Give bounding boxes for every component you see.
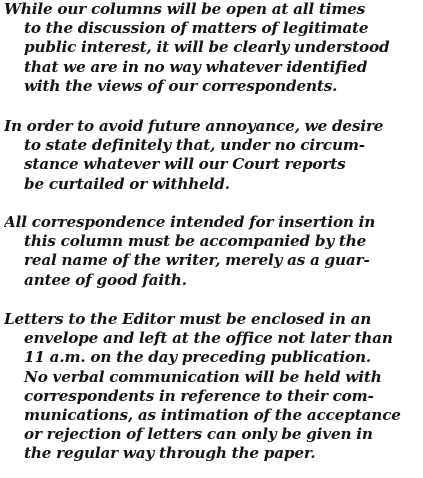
paragraph-letters-to-editor bbox=[4, 310, 422, 464]
editorial-notice bbox=[4, 0, 422, 478]
paragraph-real-name bbox=[4, 213, 422, 290]
text-line: 11 a.m. on the day preceding publication. bbox=[24, 348, 371, 367]
text-line: the regular way through the paper. bbox=[24, 444, 316, 463]
paragraph-open-columns bbox=[4, 0, 422, 96]
text-line: stance whatever will our Court reports bbox=[24, 155, 346, 174]
paragraph-court-reports bbox=[4, 117, 422, 194]
text-line: While our columns will be open at all times bbox=[4, 0, 366, 18]
text-line: envelope and left at the office not later than bbox=[24, 329, 393, 348]
text-line: to state definitely that, under no circum- bbox=[24, 136, 365, 155]
text-line: that we are in no way whatever identified bbox=[24, 57, 368, 76]
text-line: Letters to the Editor must be enclosed in an bbox=[4, 310, 372, 328]
text-line: to the discussion of matters of legitimate bbox=[24, 19, 369, 38]
text-line: antee of good faith. bbox=[24, 270, 187, 289]
text-line: this column must be accompanied by the bbox=[24, 232, 367, 251]
text-line: with the views of our correspondents. bbox=[24, 76, 338, 95]
text-line: or rejection of letters can only be given in bbox=[24, 425, 373, 444]
text-line: No verbal communication will be held with bbox=[24, 367, 382, 386]
text-line: real name of the writer, merely as a guar- bbox=[24, 251, 370, 270]
text-line: All correspondence intended for insertion in bbox=[4, 213, 376, 231]
text-line: correspondents in reference to their com- bbox=[24, 386, 374, 405]
text-line: be curtailed or withheld. bbox=[24, 174, 230, 193]
text-line: public interest, it will be clearly understood bbox=[24, 38, 390, 57]
text-line: munications, as intimation of the acceptance bbox=[24, 405, 401, 424]
text-line: In order to avoid future annoyance, we desire bbox=[4, 117, 384, 135]
